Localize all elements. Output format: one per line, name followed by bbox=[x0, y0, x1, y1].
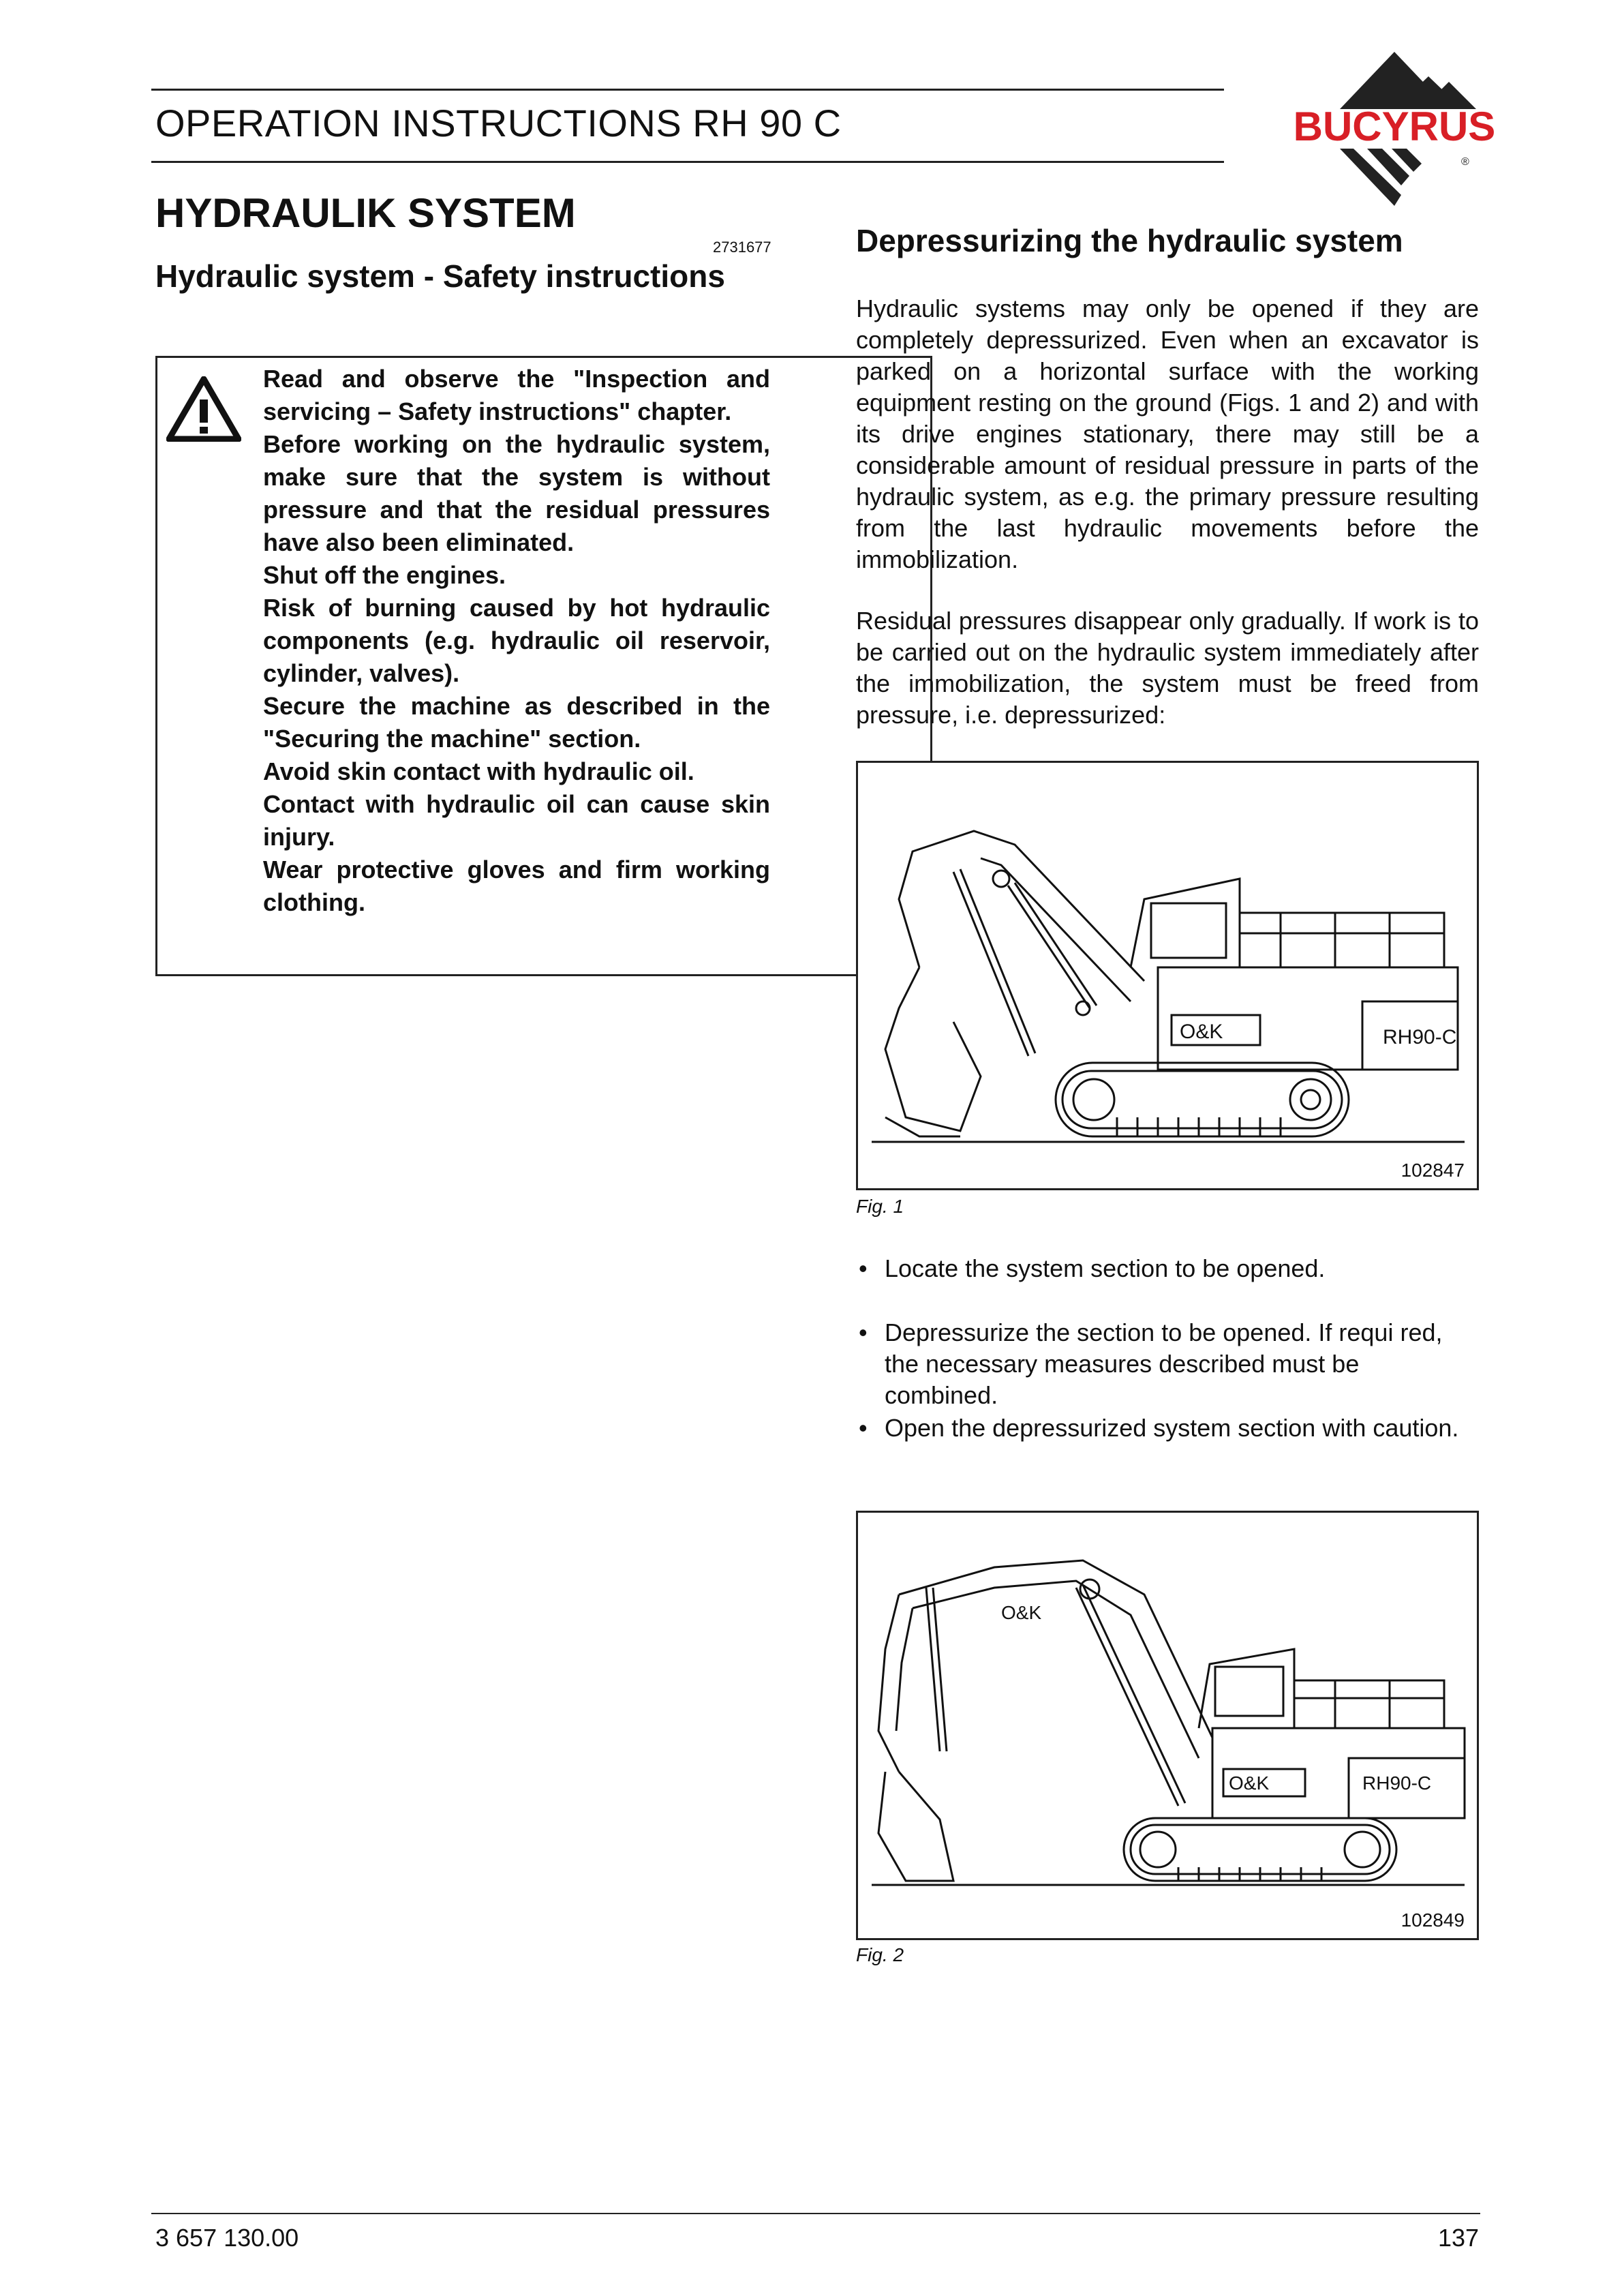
svg-text:®: ® bbox=[1461, 156, 1469, 168]
excavator-shovel-illustration bbox=[858, 763, 1477, 1188]
fig2-brand-mark: O&K bbox=[1229, 1772, 1270, 1794]
figure-caption: Fig. 1 bbox=[856, 1196, 904, 1217]
bullet-icon: • bbox=[859, 1414, 868, 1442]
header-rule-bottom bbox=[151, 161, 1224, 163]
warning-paragraph: Wear protective gloves and firm working clothing. bbox=[263, 856, 770, 916]
list-item-text: Depressurize the section to be opened. If requi red, the necessary measures described must be combined. bbox=[885, 1318, 1443, 1409]
figure-number: 102847 bbox=[1401, 1160, 1465, 1181]
warning-triangle-icon bbox=[166, 376, 241, 442]
list-item-text: Open the depressurized system section with caution. bbox=[885, 1414, 1459, 1442]
footer-doc-code: 3 657 130.00 bbox=[155, 2224, 299, 2252]
section-title: HYDRAULIK SYSTEM bbox=[155, 190, 576, 236]
safety-warning-text bbox=[263, 363, 770, 919]
bucyrus-logo-icon bbox=[1258, 52, 1531, 215]
document-title: OPERATION INSTRUCTIONS RH 90 C bbox=[155, 102, 842, 145]
figure-number: 102849 bbox=[1401, 1909, 1465, 1931]
list-item bbox=[856, 1253, 1479, 1284]
warning-paragraph: Read and observe the "Inspection and servicing – Safety instructions" chapter. bbox=[263, 365, 770, 425]
bullet-icon: • bbox=[859, 1318, 868, 1346]
fig1-brand-mark: O&K bbox=[1180, 1021, 1223, 1043]
residual-pressure-paragraph: Residual pressures disappear only gradually. If work is to be carried out on the hydraulic system immediately after the immobilization, the system must be freed from pressure, i.e. depressurized: bbox=[856, 607, 1479, 729]
page-number: 137 bbox=[1438, 2224, 1480, 2252]
figure-1 bbox=[856, 761, 1479, 1190]
subsection-title: Hydraulic system - Safety instructions bbox=[155, 258, 725, 294]
figure-caption: Fig. 2 bbox=[856, 1944, 904, 1965]
excavator-backhoe-illustration bbox=[858, 1513, 1477, 1938]
fig2-boom-brand-mark: O&K bbox=[1001, 1602, 1042, 1623]
warning-paragraph: Risk of burning caused by hot hydraulic components (e.g. hydraulic oil reservoir, cylinder, valves). bbox=[263, 594, 770, 687]
footer-rule bbox=[151, 2213, 1480, 2214]
document-number: 2731677 bbox=[713, 239, 771, 256]
header-rule-top bbox=[151, 89, 1224, 91]
fig2-model-mark: RH90-C bbox=[1362, 1772, 1432, 1794]
warning-paragraph: Contact with hydraulic oil can cause skin injury. bbox=[263, 790, 770, 851]
list-item-text: Locate the system section to be opened. bbox=[885, 1254, 1326, 1282]
warning-paragraph: Secure the machine as described in the "Securing the machine" section. bbox=[263, 692, 770, 753]
bullet-icon: • bbox=[859, 1254, 868, 1282]
brand-wordmark: BUCYRUS bbox=[1293, 104, 1496, 149]
list-item bbox=[856, 1413, 1479, 1444]
warning-paragraph: Shut off the engines. bbox=[263, 561, 506, 589]
list-item bbox=[856, 1317, 1479, 1411]
fig1-model-mark: RH90-C bbox=[1383, 1026, 1457, 1048]
bullet-list bbox=[856, 1253, 1479, 1444]
figure-2 bbox=[856, 1511, 1479, 1940]
brand-logo bbox=[1258, 52, 1531, 215]
intro-paragraph: Hydraulic systems may only be opened if they are completely depressurized. Even when an excavator is parked on a horizontal surface with the working equipment resting on the ground (Figs. 1 and 2) and with its drive engines stationary, there may still be a considerable amount of residual pressure in parts of the hydraulic system, as e.g. the primary pressure resulting from the last hydraulic movements before the immobilization. bbox=[856, 294, 1479, 573]
warning-paragraph: Avoid skin contact with hydraulic oil. bbox=[263, 757, 694, 785]
right-section-title: Depressurizing the hydraulic system bbox=[856, 223, 1403, 258]
warning-paragraph: Before working on the hydraulic system, make sure that the system is without pressure and that the residual pressures have also been eliminated. bbox=[263, 430, 770, 556]
